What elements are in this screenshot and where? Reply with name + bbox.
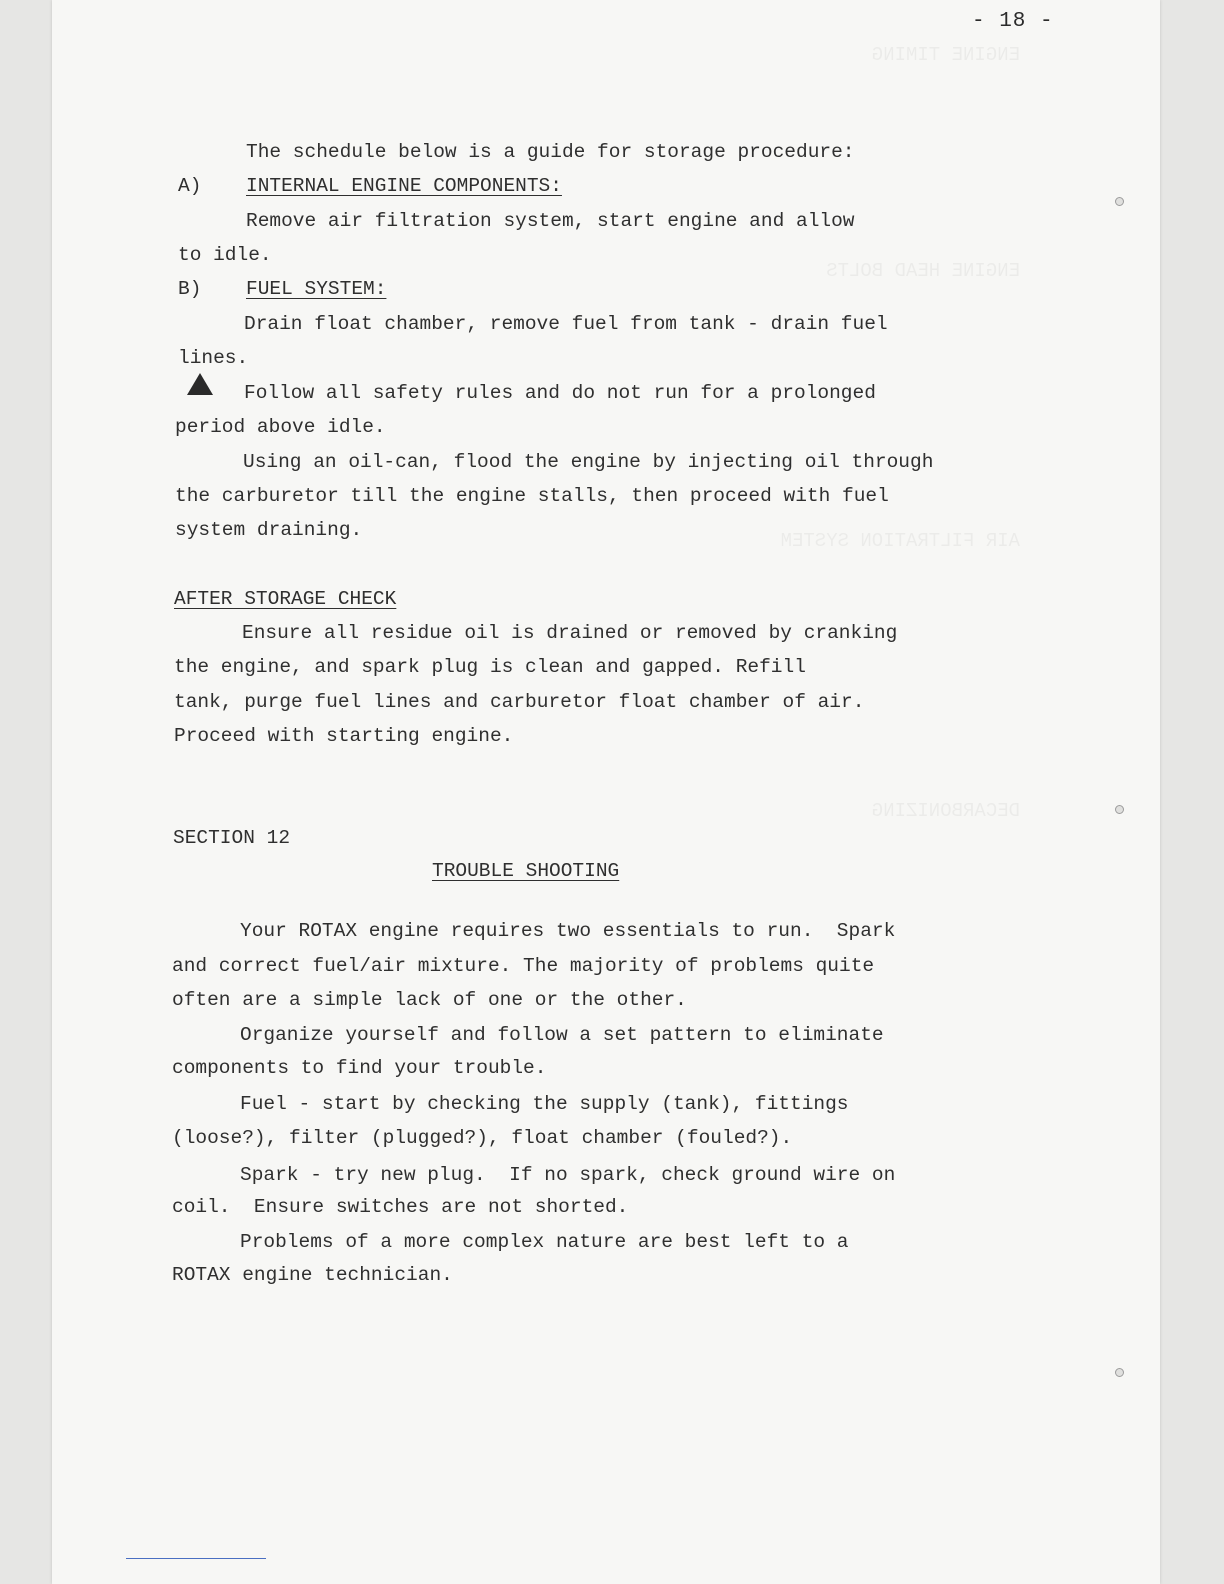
- item-a-text: Remove air filtration system, start engine and allow: [246, 210, 855, 232]
- trouble-paragraph: and correct fuel/air mixture. The majority of problems quite: [172, 955, 875, 977]
- section-title: TROUBLE SHOOTING: [432, 860, 620, 882]
- trouble-paragraph: components to find your trouble.: [172, 1057, 547, 1079]
- warning-text: period above idle.: [175, 416, 386, 438]
- trouble-paragraph: ROTAX engine technician.: [172, 1264, 453, 1286]
- after-storage-text: Proceed with starting engine.: [174, 725, 514, 747]
- item-b-text: lines.: [178, 347, 249, 369]
- oil-instruction: Using an oil-can, flood the engine by injecting oil through: [243, 451, 934, 473]
- after-storage-heading: AFTER STORAGE CHECK: [174, 588, 397, 610]
- after-storage-text: the engine, and spark plug is clean and gapped. Refill: [174, 656, 806, 678]
- item-a-marker: A): [178, 175, 202, 197]
- trouble-paragraph: Problems of a more complex nature are best left to a: [240, 1231, 849, 1253]
- footer-rule: [126, 1558, 266, 1559]
- item-b-heading: FUEL SYSTEM:: [246, 278, 387, 300]
- trouble-paragraph: Your ROTAX engine requires two essentials to run. Spark: [240, 920, 896, 942]
- section-label: SECTION 12: [173, 827, 291, 849]
- trouble-paragraph: coil. Ensure switches are not shorted.: [172, 1196, 629, 1218]
- oil-instruction: the carburetor till the engine stalls, then proceed with fuel: [175, 485, 889, 507]
- item-a-text: to idle.: [178, 244, 272, 266]
- punch-hole: [1115, 805, 1124, 814]
- trouble-paragraph: Organize yourself and follow a set pattern to eliminate: [240, 1024, 884, 1046]
- trouble-paragraph: Fuel - start by checking the supply (tank), fittings: [240, 1093, 849, 1115]
- after-storage-text: tank, purge fuel lines and carburetor float chamber of air.: [174, 691, 865, 713]
- oil-instruction: system draining.: [175, 519, 363, 541]
- trouble-paragraph: often are a simple lack of one or the other.: [172, 989, 687, 1011]
- item-a-heading: INTERNAL ENGINE COMPONENTS:: [246, 175, 562, 197]
- item-b-marker: B): [178, 278, 202, 300]
- punch-hole: [1115, 1368, 1124, 1377]
- warning-triangle-icon: [186, 372, 214, 396]
- document-page: [52, 0, 1160, 1584]
- punch-hole: [1115, 197, 1124, 206]
- trouble-paragraph: Spark - try new plug. If no spark, check ground wire on: [240, 1164, 896, 1186]
- warning-text: Follow all safety rules and do not run for a prolonged: [244, 382, 876, 404]
- item-b-text: Drain float chamber, remove fuel from tank - drain fuel: [244, 313, 888, 335]
- storage-intro: The schedule below is a guide for storage procedure:: [246, 141, 855, 163]
- page-number: - 18 -: [972, 10, 1054, 33]
- trouble-paragraph: (loose?), filter (plugged?), float chamber (fouled?).: [172, 1127, 793, 1149]
- after-storage-text: Ensure all residue oil is drained or removed by cranking: [242, 622, 898, 644]
